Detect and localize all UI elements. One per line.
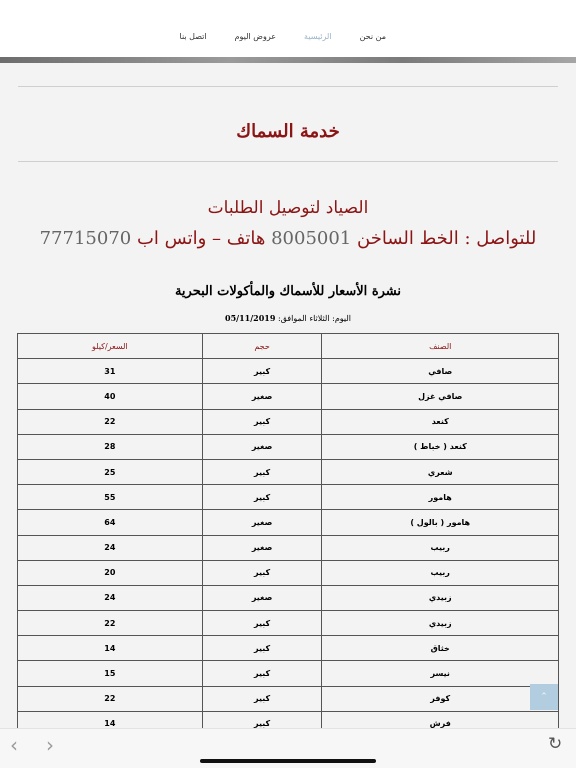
cell-size: صغير <box>202 510 322 535</box>
table-header-row <box>18 334 559 359</box>
header-banner-image <box>0 57 576 63</box>
cell-kind: ربيب <box>322 535 559 560</box>
header-size: حجم <box>202 334 322 359</box>
table-row <box>18 384 559 409</box>
table-row <box>18 459 559 484</box>
cell-size: صغير <box>202 434 322 459</box>
cell-price: 64 <box>18 510 203 535</box>
cell-price: 22 <box>18 611 203 636</box>
cell-size: صغير <box>202 384 322 409</box>
cell-kind: شعري <box>322 459 559 484</box>
cell-size: كبير <box>202 359 322 384</box>
hotline-number[interactable]: 8005001 <box>271 228 352 249</box>
cell-kind: كوفر <box>322 686 559 711</box>
table-row <box>18 535 559 560</box>
cell-kind: صافي <box>322 359 559 384</box>
home-indicator <box>200 759 376 763</box>
whatsapp-number[interactable]: 77715070 <box>39 228 132 249</box>
header-price: السعر/كيلو <box>18 334 203 359</box>
chevron-up-icon: ⌃ <box>540 692 548 702</box>
nav-item-contact[interactable]: اتصل بنا <box>179 32 207 41</box>
cell-price: 15 <box>18 661 203 686</box>
cell-kind: خثاق <box>322 636 559 661</box>
cell-kind: صافي غزل <box>322 384 559 409</box>
nav-item-home[interactable]: الرئيسية <box>304 32 332 41</box>
table-row <box>18 359 559 384</box>
table-row <box>18 485 559 510</box>
table-row <box>18 409 559 434</box>
cell-price: 22 <box>18 686 203 711</box>
nav-links <box>180 32 386 41</box>
date-value: 05/11/2019 <box>225 313 276 323</box>
cell-kind: هامور ( بالول ) <box>322 510 559 535</box>
cell-kind: زبيدي <box>322 585 559 610</box>
cell-price: 55 <box>18 485 203 510</box>
date-label: اليوم: الثلاثاء الموافق: <box>277 314 351 323</box>
reload-icon: ↻ <box>548 734 563 754</box>
header-kind: الصنف <box>322 334 559 359</box>
contact-label: للتواصل : الخط الساخن <box>357 228 537 249</box>
cell-price: 25 <box>18 459 203 484</box>
cell-size: كبير <box>202 459 322 484</box>
cell-kind: كنعد <box>322 409 559 434</box>
phone-label: هاتف – واتس اب <box>136 228 266 249</box>
back-button[interactable] <box>10 733 18 757</box>
table-row <box>18 585 559 610</box>
cell-price: 14 <box>18 711 203 736</box>
cell-price: 20 <box>18 560 203 585</box>
chevron-right-icon: › <box>46 733 54 757</box>
chevron-left-icon: ‹ <box>10 733 18 757</box>
cell-price: 28 <box>18 434 203 459</box>
table-row <box>18 686 559 711</box>
cell-size: كبير <box>202 485 322 510</box>
cell-price: 14 <box>18 636 203 661</box>
service-title: خدمة السماك <box>236 121 340 142</box>
divider-bottom <box>18 161 558 162</box>
nav-item-about[interactable]: من نحن <box>359 32 386 41</box>
cell-size: صغير <box>202 535 322 560</box>
price-list-title: نشرة الأسعار للأسماك والمأكولات البحرية <box>174 284 402 299</box>
top-navigation <box>0 0 576 57</box>
contact-heading: الصياد لتوصيل الطلبات <box>207 198 369 218</box>
table-row <box>18 636 559 661</box>
cell-size: كبير <box>202 611 322 636</box>
nav-item-offers[interactable]: عروض اليوم <box>234 32 277 41</box>
contact-line <box>0 228 576 249</box>
table-row <box>18 560 559 585</box>
cell-price: 24 <box>18 535 203 560</box>
cell-kind: نيسر <box>322 661 559 686</box>
forward-button[interactable] <box>46 733 54 757</box>
cell-size: صغير <box>202 585 322 610</box>
cell-size: كبير <box>202 686 322 711</box>
reload-button[interactable] <box>548 734 562 754</box>
table-row <box>18 510 559 535</box>
cell-size: كبير <box>202 409 322 434</box>
divider-top <box>18 86 558 87</box>
table-row <box>18 661 559 686</box>
cell-price: 31 <box>18 359 203 384</box>
cell-size: كبير <box>202 661 322 686</box>
cell-price: 24 <box>18 585 203 610</box>
cell-kind: فرش <box>322 711 559 736</box>
price-table <box>17 333 559 737</box>
cell-size: كبير <box>202 636 322 661</box>
price-list-date <box>0 313 576 323</box>
cell-kind: كنعد ( خباط ) <box>322 434 559 459</box>
table-row <box>18 611 559 636</box>
cell-kind: هامور <box>322 485 559 510</box>
table-row <box>18 434 559 459</box>
scroll-to-top-button[interactable] <box>530 684 558 710</box>
cell-size: كبير <box>202 560 322 585</box>
cell-size: كبير <box>202 711 322 736</box>
cell-kind: ربيب <box>322 560 559 585</box>
cell-price: 40 <box>18 384 203 409</box>
cell-price: 22 <box>18 409 203 434</box>
cell-kind: زبيدي <box>322 611 559 636</box>
